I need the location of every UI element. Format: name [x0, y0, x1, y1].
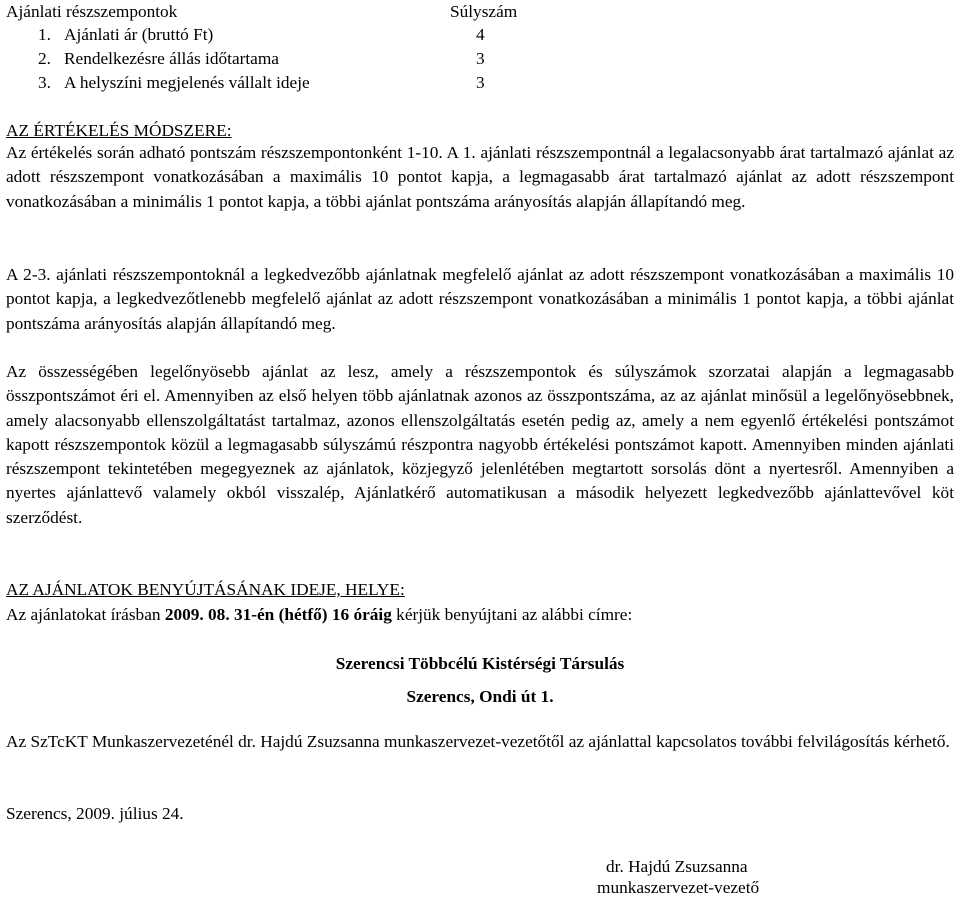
criteria-heading: Ajánlati részszempontok — [6, 2, 178, 21]
criteria-number: 3. — [38, 73, 51, 92]
organization-name: Szerencsi Többcélú Kistérségi Társulás — [335, 654, 625, 673]
criteria-weight: 3 — [476, 49, 485, 68]
criteria-weight: 4 — [476, 25, 485, 44]
method-heading: AZ ÉRTÉKELÉS MÓDSZERE: — [6, 121, 232, 140]
criteria-number: 1. — [38, 25, 51, 44]
criteria-weight: 3 — [476, 73, 485, 92]
signer-name: dr. Hajdú Zsuzsanna — [606, 857, 748, 876]
method-paragraph-2: A 2-3. ajánlati részszempontoknál a legkedvezőbb ajánlatnak megfelelő ajánlat az adott részszempont vonatkozásában a maximális 10 pontot kapja, a legkedvezőtlenebb megfelelő ajánlat az adott részszempont vonatkozásában a minimális 1 pontot kapja, a többi ajánlat pontszáma arányosítás alapján állapítandó meg. — [6, 265, 954, 333]
method-paragraph-3: Az összességében legelőnyösebb ajánlat az lesz, amely a részszempontok és súlyszámok szorzatai alapján a legmagasabb összpontszámot éri el. Amennyiben az első helyen több ajánlatnak azonos az összpontszáma, az az ajánlat minősül a legelőnyösebbnek, amely alacsonyabb ellenszolgáltatást tartalmaz, azonos ellenszolgáltatás esetén pedig az, amely a nem egyenlő értékelési pontszámot kapott részszempontok közül a legmagasabb súlyszámú részpontra nagyobb értékelési pontszámot kapott. Amennyiben minden ajánlati részszempont tekintetében megegyeznek az ajánlatok, közjegyző jelenlétében megtartott sorsolás dönt a nyertesről. Amennyiben a nyertes ajánlattevő valamely okból visszalép, Ajánlatkérő automatikusan a második helyezett legkedvezőbb ajánlattevővel köt szerződést. — [6, 362, 954, 527]
method-paragraph-1: Az értékelés során adható pontszám részszempontonként 1-10. A 1. ajánlati részszempontnál a legalacsonyabb árat tartalmazó ajánlat az adott részszempont vonatkozásában a maximális 10 pontot kapja, a legmagasabb árat tartalmazó ajánlat az adott részszempont vonatkozásában a minimális 1 pontot kapja, a többi ajánlat pontszáma arányosítás alapján állapítandó meg. — [6, 143, 954, 211]
submission-deadline: 2009. 08. 31-én (hétfő) 16 óráig — [164, 605, 392, 624]
criteria-label: Ajánlati ár (bruttó Ft) — [64, 25, 214, 44]
criteria-label: A helyszíni megjelenés vállalt ideje — [64, 73, 310, 92]
weight-heading: Súlyszám — [450, 2, 518, 21]
submission-text-after: kérjük benyújtani az alábbi címre: — [391, 605, 633, 624]
contact-paragraph: Az SzTcKT Munkaszervezeténél dr. Hajdú Zsuzsanna munkaszervezet-vezetőtől az ajánlattal kapcsolatos további felvilágosítás kérhető. — [6, 732, 950, 751]
place-date: Szerencs, 2009. július 24. — [6, 804, 184, 823]
criteria-number: 2. — [38, 49, 51, 68]
signer-title: munkaszervezet-vezető — [597, 878, 760, 897]
submission-heading: AZ AJÁNLATOK BENYÚJTÁSÁNAK IDEJE, HELYE: — [6, 580, 405, 599]
criteria-header-row — [6, 2, 954, 22]
submission-text-before: Az ajánlatokat írásban — [6, 605, 165, 624]
criteria-label: Rendelkezésre állás időtartama — [64, 49, 279, 68]
organization-address: Szerencs, Ondi út 1. — [406, 687, 554, 706]
submission-text — [6, 605, 632, 625]
